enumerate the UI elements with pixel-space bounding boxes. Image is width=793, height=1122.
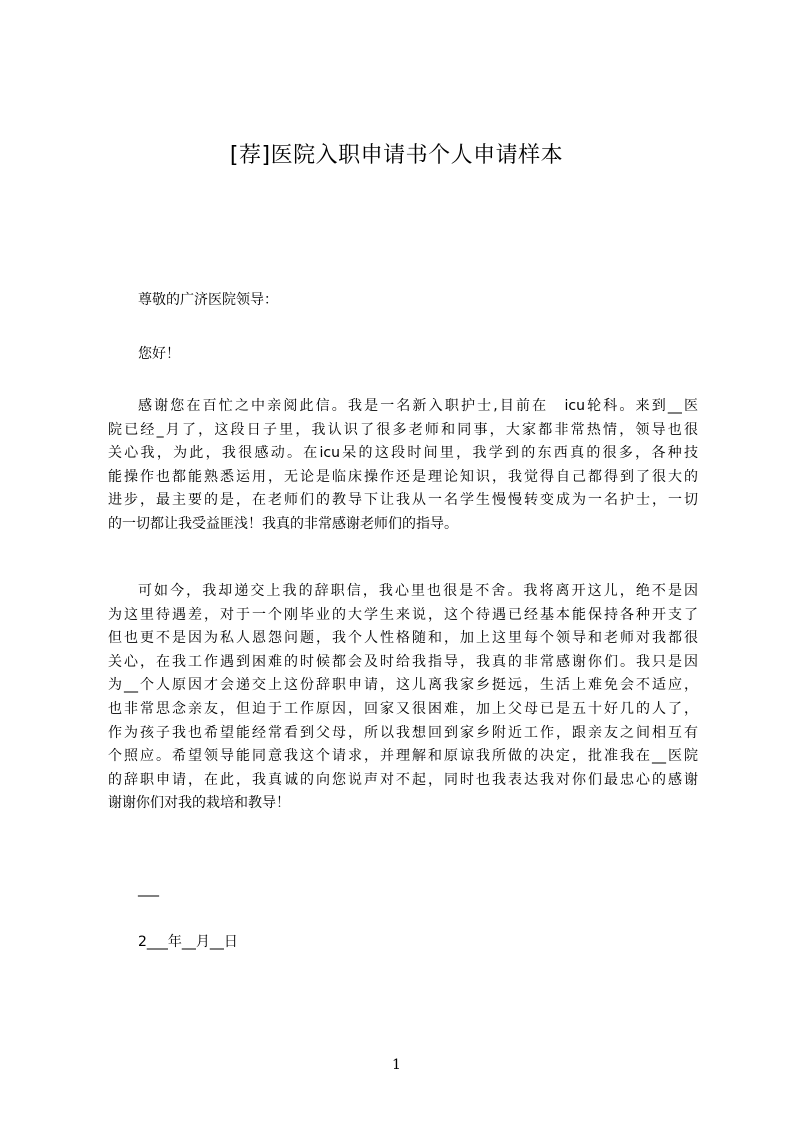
paragraph-line: 进步，最主要的是，在老师们的教导下让我从一名学生慢慢转变成为一名护士，一切 [108, 492, 698, 509]
page-number: 1 [392, 1057, 401, 1073]
paragraph-line: 关心我，为此，我很感动。在icu呆的这段时间里，我学到的东西真的很多，各种技 [108, 445, 698, 462]
paragraph-line: 院已经_月了，这段日子里，我认识了很多老师和同事，大家都非常热情，领导也很 [108, 421, 698, 438]
paragraph-line: 的一切都让我受益匪浅！我真的非常感谢老师们的指导。 [108, 515, 458, 532]
paragraph-line: 为这里待遇差，对于一个刚毕业的大学生来说，这个待遇已经基本能保持各种开支了 [108, 606, 698, 623]
paragraph-line: 可如今，我却递交上我的辞职信，我心里也很是不舍。我将离开这儿，绝不是因 [138, 583, 698, 599]
body-paragraph-2 [108, 580, 698, 816]
paragraph-line: 作为孩子我也希望能经常看到父母，所以我想回到家乡附近工作，跟亲友之间相互有 [108, 724, 698, 741]
paragraph-line: 也非常思念亲友，但迫于工作原因，回家又很困难，加上父母已是五十好几的人了， [108, 700, 698, 717]
greeting: 您好！ [138, 346, 180, 362]
paragraph-line: 个照应。希望领导能同意我这个请求，并理解和原谅我所做的决定，批准我在__医院 [108, 748, 698, 765]
paragraph-line: 谢谢你们对我的栽培和教导！ [108, 795, 290, 812]
paragraph-line: 能操作也都能熟悉运用，无论是临床操作还是理论知识，我觉得自己都得到了很大的 [108, 468, 698, 485]
date-line: 2___年__月__日 [138, 934, 238, 950]
signature-blank: ___ [138, 881, 159, 897]
body-paragraph-1 [108, 395, 698, 537]
salutation: 尊敬的广济医院领导： [138, 292, 278, 308]
page-title: [荐]医院入职申请书个人申请样本 [229, 143, 564, 168]
paragraph-line: 的辞职申请，在此，我真诚的向您说声对不起，同时也我表达我对你们最忠心的感谢 [108, 771, 698, 788]
paragraph-line: 为__个人原因才会递交上这份辞职申请，这儿离我家乡挺远，生活上难免会不适应， [108, 677, 698, 694]
paragraph-line: 感谢您在百忙之中亲阅此信。我是一名新入职护士,目前在 icu轮科。来到__医 [138, 398, 698, 414]
paragraph-line: 但也更不是因为私人恩怨问题，我个人性格随和，加上这里每个领导和老师对我都很 [108, 630, 698, 647]
paragraph-line: 关心，在我工作遇到困难的时候都会及时给我指导，我真的非常感谢你们。我只是因 [108, 653, 698, 670]
